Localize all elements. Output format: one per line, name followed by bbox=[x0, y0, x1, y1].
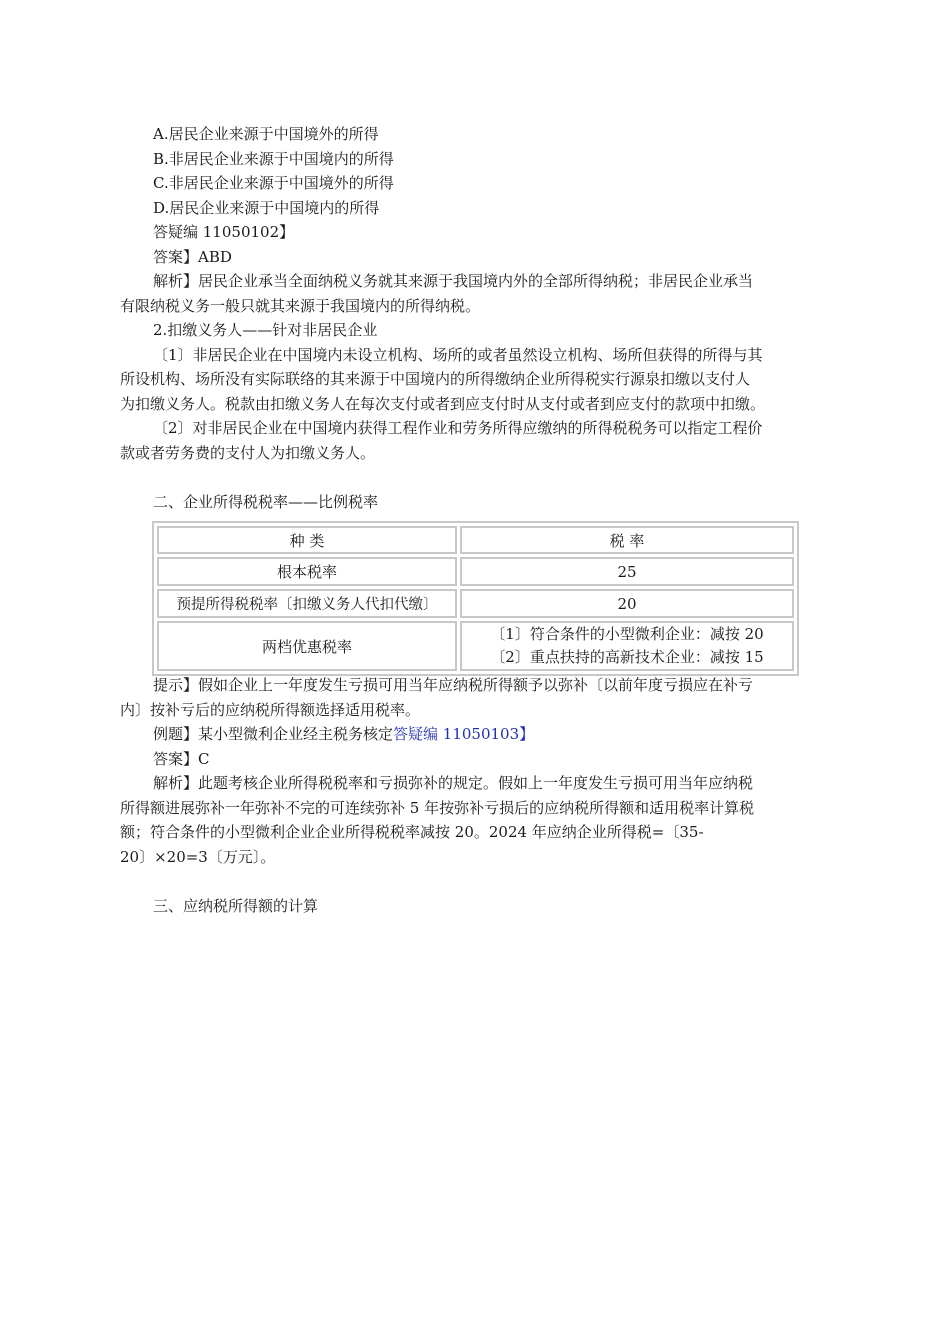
question-code: 答疑编 11050102】 bbox=[153, 223, 295, 241]
option-b: B.非居民企业来源于中国境内的所得 bbox=[153, 149, 394, 168]
example-line bbox=[120, 722, 832, 747]
table-cell-line: 〔1〕符合条件的小型微利企业：减按 20 bbox=[490, 625, 764, 643]
section-heading-tax-rate: 二、企业所得税税率——比例税率 bbox=[153, 493, 379, 511]
withholding-paragraph-line: 为扣缴义务人。税款由扣缴义务人在每次支付或者到应支付时从支付或者到应支付的款项中扣缴。 bbox=[120, 394, 766, 413]
table-cell: 预提所得税税率〔扣缴义务人代扣代缴〕 bbox=[157, 589, 457, 618]
document-body-lower bbox=[120, 673, 832, 919]
table-header-cell: 税 率 bbox=[460, 526, 794, 554]
withholding-paragraph-line: 〔1〕非居民企业在中国境内未设立机构、场所的或者虽然设立机构、场所但获得的所得与其 bbox=[153, 345, 763, 364]
example-analysis-line: 额；符合条件的小型微利企业企业所得税税率减按 20。2024 年应纳企业所得税=〔35- bbox=[120, 823, 704, 841]
table-row bbox=[157, 557, 794, 586]
example-analysis-line: 20〕×20=3〔万元〕。 bbox=[120, 847, 276, 866]
spacer bbox=[120, 869, 832, 894]
table-cell: 20 bbox=[460, 589, 794, 618]
withholding-paragraph-line: 〔2〕对非居民企业在中国境内获得工程作业和劳务所得应缴纳的所得税税务可以指定工程价 bbox=[153, 419, 763, 437]
tax-rate-table bbox=[152, 521, 799, 676]
withholding-paragraph-line: 款或者劳务费的支付人为扣缴义务人。 bbox=[120, 443, 376, 462]
example-analysis-line: 所得额进展弥补一年弥补不完的可连续弥补 5 年按弥补亏损后的应纳税所得额和适用税率计算税 bbox=[120, 798, 755, 817]
table-row bbox=[157, 621, 794, 671]
question-analysis-line: 有限纳税义务一般只就其来源于我国境内的所得纳税。 bbox=[120, 296, 481, 315]
document-body bbox=[120, 122, 832, 515]
example-code-link[interactable]: 答疑编 11050103】 bbox=[393, 725, 535, 743]
tip-line: 提示】假如企业上一年度发生亏损可用当年应纳税所得额予以弥补〔以前年度亏损应在补亏 bbox=[153, 676, 754, 694]
table-header-row bbox=[157, 526, 794, 554]
table-cell-line: 〔2〕重点扶持的高新技术企业：减按 15 bbox=[490, 648, 764, 666]
tip-line: 内〕按补亏后的应纳税所得额选择适用税率。 bbox=[120, 700, 421, 719]
table-cell: 两档优惠税率 bbox=[157, 621, 457, 671]
table-row bbox=[157, 589, 794, 618]
table-header-cell: 种 类 bbox=[157, 526, 457, 554]
example-answer: 答案】C bbox=[153, 749, 210, 768]
example-text: 例题】某小型微利企业经主税务核定 bbox=[153, 725, 394, 743]
table-cell bbox=[460, 621, 794, 671]
option-c: C.非居民企业来源于中国境外的所得 bbox=[153, 174, 394, 192]
spacer bbox=[120, 465, 832, 490]
table-cell: 根本税率 bbox=[157, 557, 457, 586]
option-a: A.居民企业来源于中国境外的所得 bbox=[153, 125, 379, 143]
option-d: D.居民企业来源于中国境内的所得 bbox=[153, 198, 380, 217]
question-analysis-line: 解析】居民企业承当全面纳税义务就其来源于我国境内外的全部所得纳税；非居民企业承当 bbox=[153, 272, 754, 290]
section-heading-taxable-income: 三、应纳税所得额的计算 bbox=[153, 897, 319, 915]
table-cell: 25 bbox=[460, 557, 794, 586]
example-analysis-line: 解析】此题考核企业所得税税率和亏损弥补的规定。假如上一年度发生亏损可用当年应纳税 bbox=[153, 774, 754, 792]
withholding-heading: 2.扣缴义务人——针对非居民企业 bbox=[153, 321, 378, 339]
withholding-paragraph-line: 所设机构、场所没有实际联络的其来源于中国境内的所得缴纳企业所得税实行源泉扣缴以支付人 bbox=[120, 370, 751, 388]
question-answer: 答案】ABD bbox=[153, 247, 232, 266]
